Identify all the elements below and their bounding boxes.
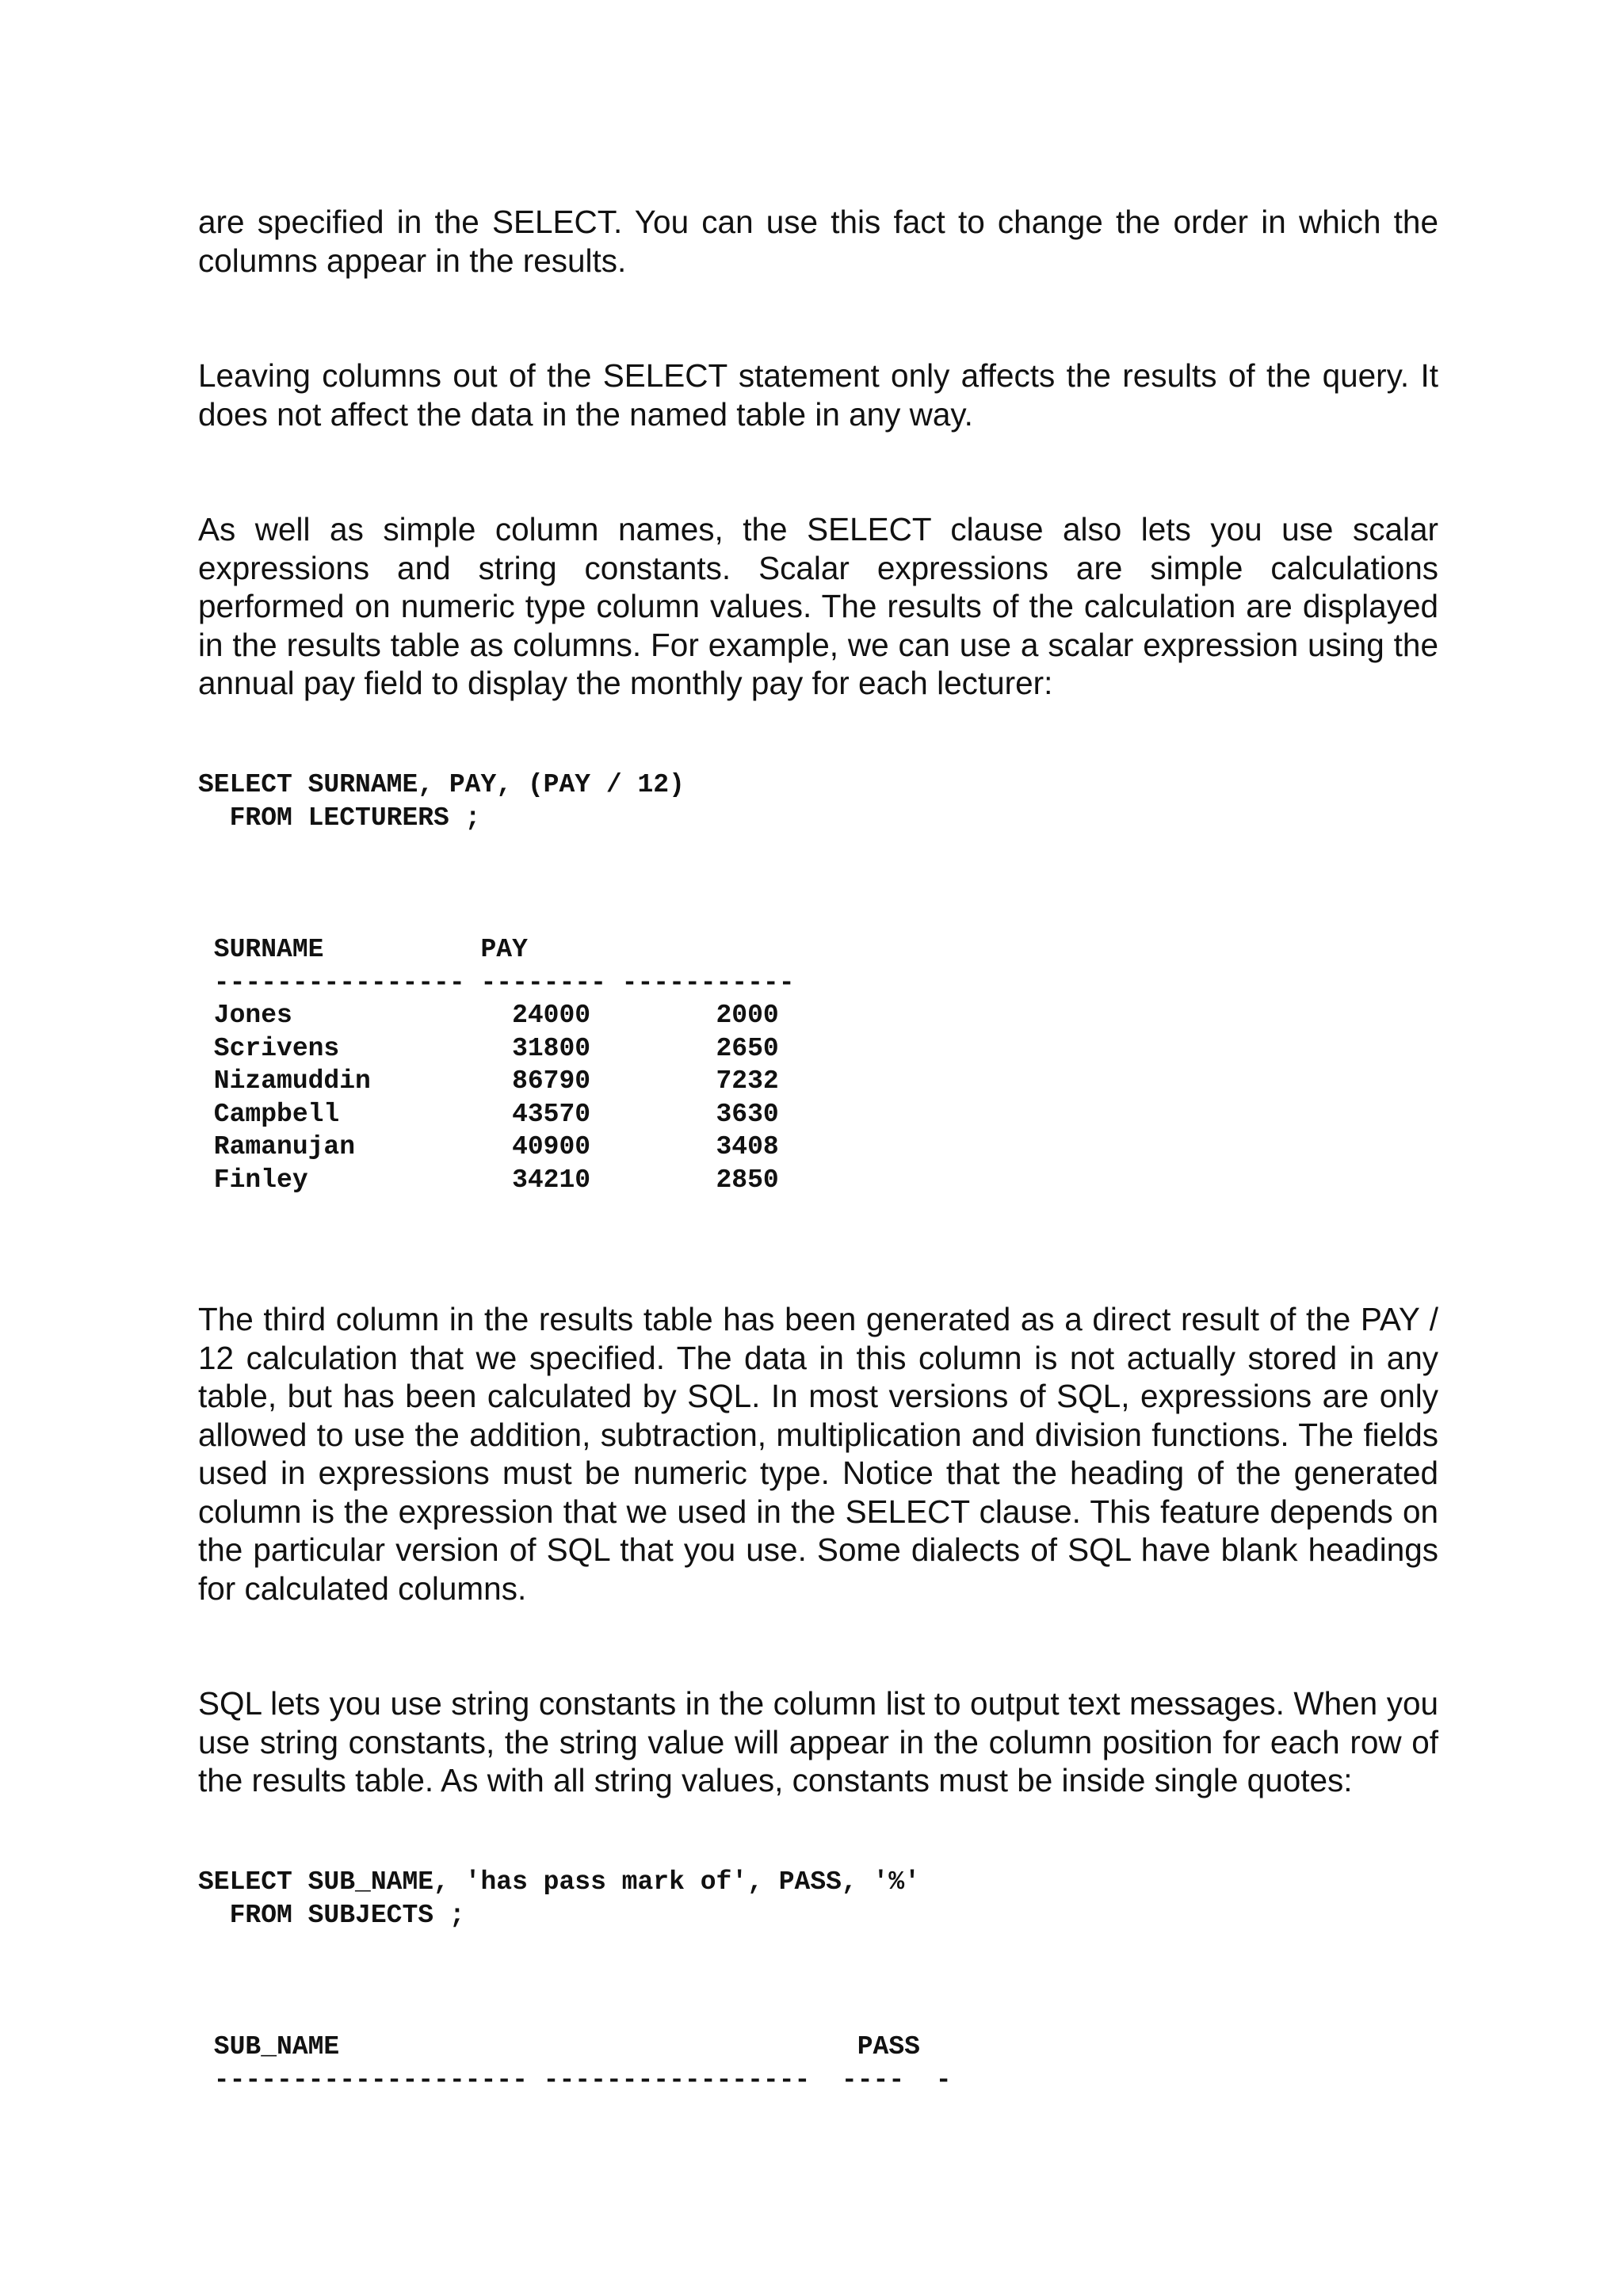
paragraph-leaving-columns: Leaving columns out of the SELECT statement only affects the results of the query. It does not affect the data in the named table in any way.: [198, 357, 1438, 433]
paragraph-third-column: The third column in the results table has been generated as a direct result of the PAY / 12 calculation that we specified. The data in this column is not actually stored in any table, but has been calculated by SQL. In most versions of SQL, expressions are only allowed to use the addition, subtraction, multiplication and division functions. The fields used in expressions must be numeric type. Notice that the heading of the generated column is the expression that we used in the SELECT clause. This feature depends on the particular version of SQL that you use. Some dialects of SQL have blank headings for calculated columns.: [198, 1301, 1438, 1607]
paragraph-scalar-expressions: As well as simple column names, the SELECT clause also lets you use scalar expressions and string constants. Scalar expressions are simple calculations performed on numeric type column values. The results of the calculation are displayed in the results table as columns. For example, we can use a scalar expression using the annual pay field to display the monthly pay for each lecturer:: [198, 511, 1438, 701]
paragraph-string-constants: SQL lets you use string constants in the column list to output text messages. When you use string constants, the string value will appear in the column position for each row of the results table. As with all string values, constants must be inside single quotes:: [198, 1685, 1438, 1798]
code-query-pass-mark: SELECT SUB_NAME, 'has pass mark of', PASS, '%' FROM SUBJECTS ;: [198, 1867, 920, 1930]
paragraph-column-order: are specified in the SELECT. You can use this fact to change the order in which the columns appear in the results.: [198, 204, 1438, 279]
code-result-monthly-pay: SURNAME PAY ---------------- -------- ----------- Jones 24000 2000 Scrivens 31800 2650 Nizamuddin 86790 7232 Campbell 43570 3630 Ramanujan 40900 3408 Finley 34210 2850: [213, 935, 795, 1195]
code-query-monthly-pay: SELECT SURNAME, PAY, (PAY / 12) FROM LECTURERS ;: [198, 770, 685, 833]
code-result-pass-mark: SUB_NAME PASS -------------------- ----------------- ---- -: [213, 2032, 952, 2095]
